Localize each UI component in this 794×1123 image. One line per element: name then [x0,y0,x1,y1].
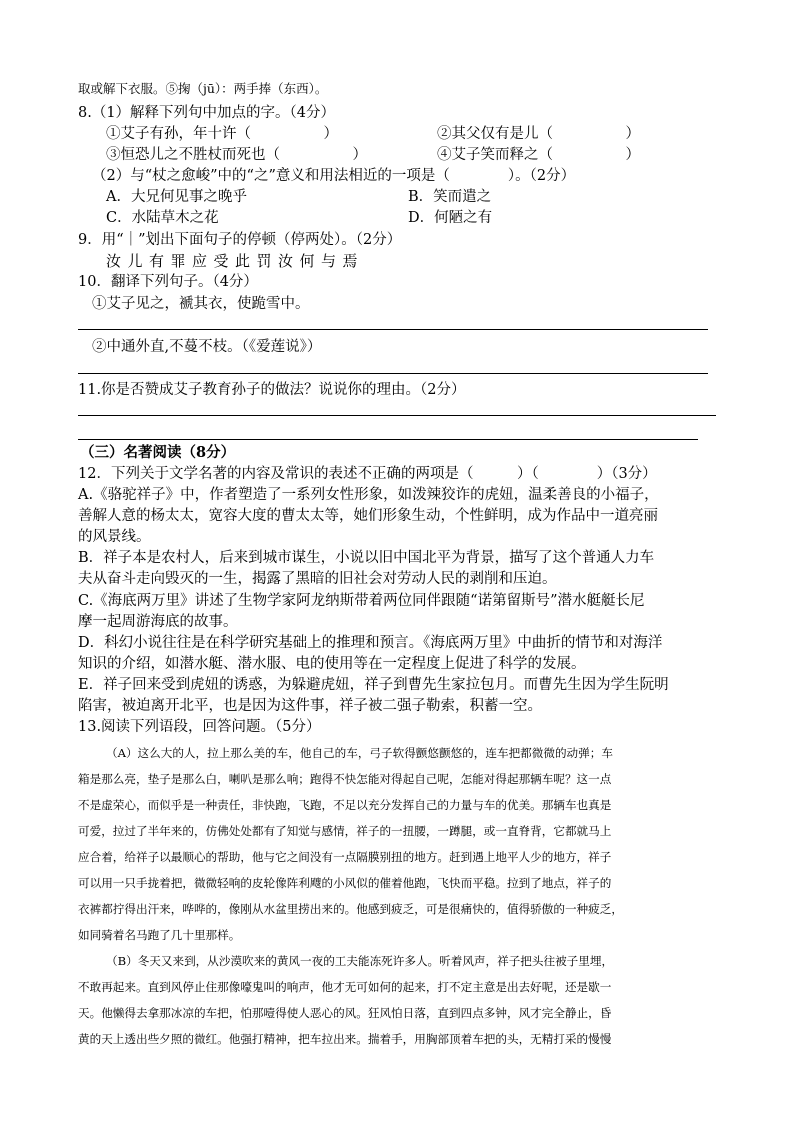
question-12-option-c: 摩一起周游海底的故事。 [78,614,238,630]
passage-a-line: 可以用一只手拢着把，微微轻响的皮轮像阵利飕的小风似的催着他跑，飞快而平稳。拉到了地点，祥子的 [78,876,612,890]
question-8-item-4: ④艾子笑而释之（ ） [437,147,640,163]
answer-line [78,373,708,374]
passage-b-line: （B）冬天又来到，从沙漠吹来的黄风一夜的工夫能冻死许多人。听着风声，祥子把头往被子里埋， [106,954,614,968]
question-8-heading: 8.（1）解释下列句中加点的字。（4分） [78,105,336,121]
question-10-heading: 10．翻译下列句子。（4分） [78,274,258,290]
passage-a-line: 不是虚荣心，而似乎是一种责任，非快跑，飞跑，不足以充分发挥自己的力量与车的优美。那辆车也真是 [78,798,612,812]
question-8-option-c: C．水陆草木之花 [106,210,219,226]
passage-a-line: 箱是那么亮，垫子是那么白，喇叭是那么响；跑得不快怎能对得起自己呢，怎能对得起那辆车呢？这一点 [78,772,612,786]
answer-line [78,329,708,330]
question-12-option-c: C.《海底两万里》讲述了生物学家阿龙纳斯带着两位同伴跟随“诺第留斯号”潜水艇艇长尼 [78,593,645,609]
question-12-option-b: B．祥子本是农村人，后来到城市谋生，小说以旧中国北平为背景，描写了这个普通人力车 [78,550,655,566]
question-12-option-d: D．科幻小说往往是在科学研究基础上的推理和预言。《海底两万里》中曲折的情节和对海洋 [78,635,663,651]
question-12-option-d: 知识的介绍，如潜水艇、潜水服、电的使用等在一定程度上促进了科学的发展。 [78,656,586,672]
question-8-option-d: D．何陋之有 [408,210,493,226]
question-12-option-a: 的风景线。 [78,529,151,545]
section-3-title: （三）名著阅读（8分） [80,444,236,461]
question-12-option-a: 善解人意的杨太太，宽容大度的曹太太等，她们形象生动，个性鲜明，成为作品中一道亮丽 [78,508,658,524]
passage-b-line: 不敢再起来。直到风停止住那像嚎鬼叫的响声，他才无可如何的起来，打不定主意是出去好呢，还是歇一 [78,980,612,994]
question-8-option-b: B．笑而遣之 [408,189,492,205]
question-8-item-2: ②其父仅有是儿（ ） [437,126,640,142]
question-12-option-e: 陷害，被迫离开北平，也是因为这件事，祥子被二强子勒索，积蓄一空。 [78,698,542,714]
passage-a-line: （A）这么大的人，拉上那么美的车，他自己的车，弓子软得颤悠颤悠的，连车把都微微的动弹；车 [106,746,613,760]
passage-b-line: 天。他懒得去拿那冰凉的车把，怕那噎得使人恶心的风。狂风怕日落，直到四点多钟，风才完全静止，昏 [78,1006,612,1020]
question-8-sub-2: （2）与“杖之愈峻”中的“之”意义和用法相近的一项是（ ）。（2分） [92,168,576,184]
question-8-option-a: A．大兄何见事之晚乎 [106,189,247,205]
question-12-option-a: A.《骆驼祥子》中，作者塑造了一系列女性形象，如泼辣狡诈的虎妞，温柔善良的小福子， [78,487,659,503]
passage-a-line: 如同骑着名马跑了几十里那样。 [78,928,241,942]
passage-b-line: 黄的天上透出些夕照的微红。他强打精神，把车拉出来。揣着手，用胸部顶着车把的头，无精打采的慢慢 [78,1032,612,1046]
passage-a-line: 应合着，给祥子以最顺心的帮助，他与它之间没有一点隔膜别扭的地方。赶到遇上地平人少的地方，祥子 [78,850,612,864]
question-12-heading: 12．下列关于文学名著的内容及常识的表述不正确的两项是（ ）（ ）（3分） [78,466,657,482]
passage-a-line: 可爱，拉过了半年来的，仿佛处处都有了知觉与感情，祥子的一扭腰，一蹲腿，或一直脊背，它都就马上 [78,824,612,838]
question-9-heading: 9．用“｜”划出下面句子的停顿（停两处）。（2分） [78,232,402,248]
question-10-sentence-1: ①艾子见之，褫其衣，使跪雪中。 [92,296,310,312]
passage-a-line: 衣裤都拧得出汗来，哗哗的，像刚从水盆里捞出来的。他感到疲乏，可是很痛快的，值得骄傲的一种疲乏， [78,902,623,916]
question-11: 11.你是否赞成艾子教育孙子的做法？说说你的理由。（2分） [78,382,466,398]
footnote-line: 取或解下衣服。⑤掬（jū）：两手捧（东西）。 [78,81,328,96]
question-9-sentence: 汝儿有罪应受此罚汝何与焉 [106,252,365,270]
answer-line [78,415,716,416]
answer-line [78,439,698,440]
question-8-item-1: ①艾子有孙，年十许（ ） [106,126,338,142]
question-12-option-e: E．祥子回来受到虎妞的诱惑，为躲避虎妞，祥子到曹先生家拉包月。而曹先生因为学生阮明 [78,677,669,693]
question-13-heading: 13.阅读下列语段，回答问题。（5分） [78,719,321,735]
question-12-option-b: 夫从奋斗走向毁灭的一生，揭露了黑暗的旧社会对劳动人民的剥削和压迫。 [78,571,557,587]
question-10-sentence-2: ②中通外直,不蔓不枝。（《爱莲说》） [92,339,322,355]
question-8-item-3: ③恒恐儿之不胜杖而死也（ ） [106,147,367,163]
